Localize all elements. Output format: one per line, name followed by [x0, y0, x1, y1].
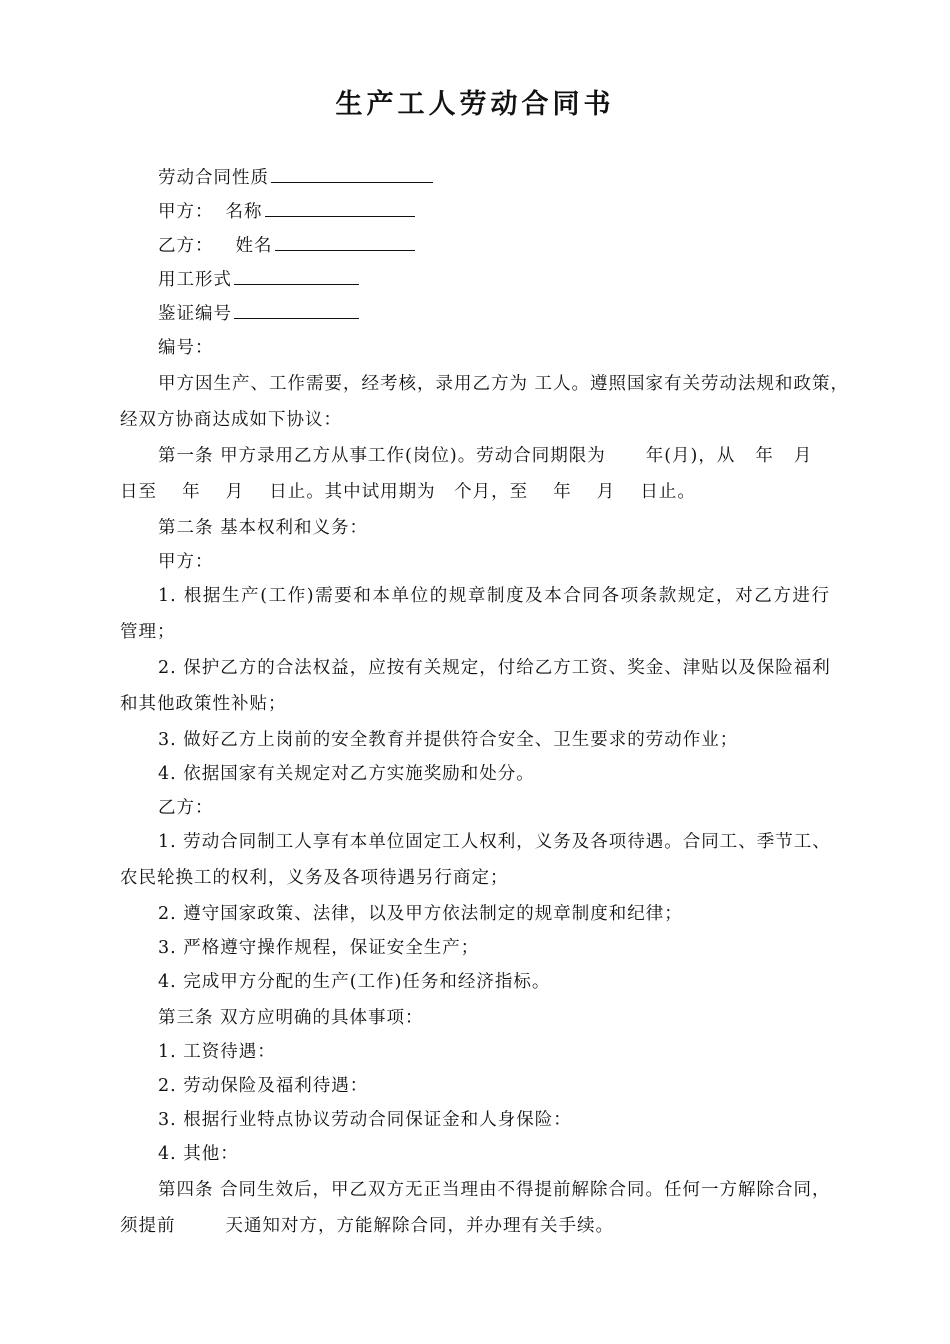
article2-b1-line-1: 1. 劳动合同制工人享有本单位固定工人权利，义务及各项待遇。合同工、季节工、: [158, 832, 831, 852]
blank-line: [275, 228, 415, 251]
article2-b1-line-2: 农民轮换工的权利，义务及各项待遇另行商定；: [120, 868, 509, 888]
article2-a1-line-1: 1. 根据生产(工作)需要和本单位的规章制度及本合同各项条款规定，对乙方进行: [158, 586, 830, 606]
article1-text: 年(月)，从: [645, 446, 736, 466]
article1-line-2: 日至 年 月 日止。其中试用期为 个月，至 年 月 日止。: [120, 482, 696, 502]
article4-line-2: [120, 1208, 840, 1244]
field-party-a: [158, 194, 848, 230]
article2-a2-line-1: 2. 保护乙方的合法权益，应按有关规定，付给乙方工资、奖金、津贴以及保险福利: [158, 658, 831, 678]
field-number: [158, 330, 848, 366]
field-employment-form: [158, 262, 848, 298]
field-contract-nature: [158, 160, 848, 196]
article2-b3: 3. 严格遵守操作规程，保证安全生产；: [158, 938, 480, 958]
article2-party-b-label: 乙方：: [158, 798, 214, 818]
article2-party-a-label: 甲方：: [158, 552, 214, 572]
article3-item-4: 4. 其他：: [158, 1144, 239, 1164]
article1-text: 月: [793, 446, 813, 466]
article1-text: 年: [755, 446, 774, 466]
field-label: 名称: [225, 202, 263, 222]
article1-line-1: [158, 438, 848, 474]
field-label: 编号：: [158, 338, 214, 358]
field-label: 劳动合同性质: [158, 168, 269, 188]
article2-a3: 3. 做好乙方上岗前的安全教育并提供符合安全、卫生要求的劳动作业；: [158, 730, 739, 750]
field-label: 甲方：: [158, 202, 214, 222]
field-label: 姓名: [235, 236, 273, 256]
blank-line: [234, 262, 359, 285]
article3-item-1: 1. 工资待遇：: [158, 1042, 276, 1062]
article4-line-1: 第四条 合同生效后，甲乙双方无正当理由不得提前解除合同。任何一方解除合同，: [158, 1180, 831, 1200]
blank-line: [271, 160, 433, 183]
article2-a1-line-2: 管理；: [120, 622, 176, 642]
field-label: 鉴证编号: [158, 304, 232, 324]
field-cert-number: [158, 296, 848, 332]
article2-b2: 2. 遵守国家政策、法律，以及甲方依法制定的规章制度和纪律；: [158, 904, 683, 924]
article3-heading: 第三条 双方应明确的具体事项：: [158, 1008, 424, 1028]
page-title: 生产工人劳动合同书: [335, 89, 615, 120]
blank-line: [234, 296, 359, 319]
article2-a2-line-2: 和其他政策性补贴；: [120, 694, 287, 714]
intro-line-2: 经双方协商达成如下协议：: [120, 410, 342, 430]
article4-text: 天通知对方，方能解除合同，并办理有关手续。: [225, 1216, 614, 1236]
field-party-b: [158, 228, 848, 264]
field-label: 用工形式: [158, 270, 232, 290]
blank-line: [265, 194, 415, 217]
intro-line-1: 甲方因生产、工作需要，经考核，录用乙方为 工人。遵照国家有关劳动法规和政策，: [158, 374, 850, 394]
article2-b4: 4. 完成甲方分配的生产(工作)任务和经济指标。: [158, 972, 551, 992]
article3-item-3: 3. 根据行业特点协议劳动合同保证金和人身保险：: [158, 1110, 572, 1130]
article3-item-2: 2. 劳动保险及福利待遇：: [158, 1076, 369, 1096]
field-label: 乙方：: [158, 236, 214, 256]
article4-text: 须提前: [120, 1216, 176, 1236]
article2-heading: 第二条 基本权利和义务：: [158, 518, 369, 538]
article1-text: 第一条 甲方录用乙方从事工作(岗位)。劳动合同期限为: [158, 446, 606, 466]
article2-a4: 4. 依据国家有关规定对乙方实施奖励和处分。: [158, 764, 535, 784]
